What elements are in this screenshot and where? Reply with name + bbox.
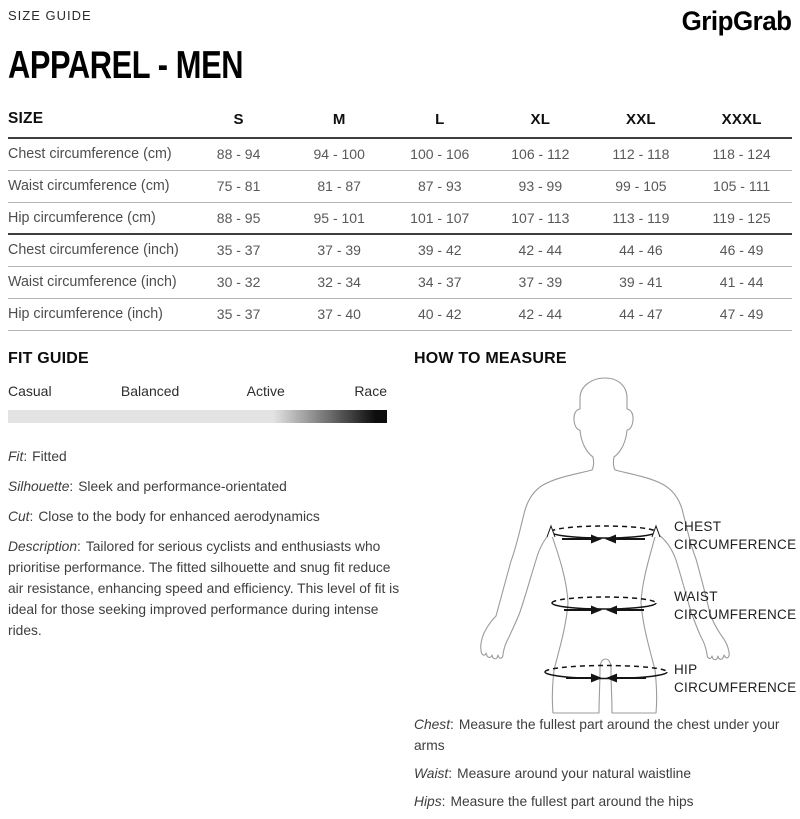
page-title: APPAREL - MEN bbox=[8, 44, 244, 87]
table-cell: 41 - 44 bbox=[691, 266, 792, 298]
table-cell: 99 - 105 bbox=[591, 170, 692, 202]
column-header-xxl: XXL bbox=[591, 104, 692, 138]
measure-instruction-waist: Waist: Measure around your natural waistline bbox=[414, 766, 692, 781]
chest-circumference-label: CHEST bbox=[674, 519, 722, 534]
table-cell: 42 - 44 bbox=[490, 234, 591, 266]
scale-label-balanced: Balanced bbox=[120, 383, 180, 399]
hip-circumference-label: CIRCUMFERENCE bbox=[674, 680, 797, 695]
tape-end-marker bbox=[652, 526, 660, 537]
waist-circumference-label: WAIST bbox=[674, 589, 718, 604]
table-row bbox=[8, 298, 792, 330]
table-cell: 37 - 40 bbox=[289, 298, 390, 330]
table-cell: 34 - 37 bbox=[389, 266, 490, 298]
fit-scale-labels bbox=[8, 383, 387, 401]
row-label: Hip circumference (inch) bbox=[8, 298, 188, 330]
size-table bbox=[8, 104, 792, 331]
table-cell: 39 - 41 bbox=[591, 266, 692, 298]
brand-logo: GripGrab bbox=[682, 6, 792, 36]
table-cell: 88 - 95 bbox=[188, 202, 289, 234]
table-cell: 37 - 39 bbox=[490, 266, 591, 298]
table-cell: 35 - 37 bbox=[188, 298, 289, 330]
table-cell: 44 - 47 bbox=[591, 298, 692, 330]
chest-measure-line bbox=[547, 526, 660, 544]
fit-guide-heading: FIT GUIDE bbox=[8, 350, 89, 367]
row-label: Waist circumference (inch) bbox=[8, 266, 188, 298]
table-row bbox=[8, 202, 792, 234]
table-cell: 94 - 100 bbox=[289, 138, 390, 170]
table-row bbox=[8, 138, 792, 170]
table-cell: 101 - 107 bbox=[389, 202, 490, 234]
table-row bbox=[8, 234, 792, 266]
table-cell: 112 - 118 bbox=[591, 138, 692, 170]
table-cell: 88 - 94 bbox=[188, 138, 289, 170]
body-measurement-diagram bbox=[410, 370, 800, 715]
how-to-measure-heading: HOW TO MEASURE bbox=[414, 350, 567, 367]
table-row bbox=[8, 266, 792, 298]
table-cell: 106 - 112 bbox=[490, 138, 591, 170]
table-cell: 39 - 42 bbox=[389, 234, 490, 266]
fit-attribute-cut: Cut: Close to the body for enhanced aerodynamics bbox=[8, 509, 320, 524]
table-cell: 75 - 81 bbox=[188, 170, 289, 202]
fit-attribute-description: Description: Tailored for serious cyclists and enthusiasts who prioritise performance. The fitted silhouette and snug fit reduce air resistance, enhancing speed and efficiency. This level of fit is ideal for those seeking improved performance during intense rides. bbox=[8, 539, 400, 638]
column-header-l: L bbox=[389, 104, 490, 138]
chest-circumference-label: CIRCUMFERENCE bbox=[674, 537, 797, 552]
column-header-xl: XL bbox=[490, 104, 591, 138]
column-header-m: M bbox=[289, 104, 390, 138]
scale-label-race: Race bbox=[354, 383, 387, 399]
table-cell: 30 - 32 bbox=[188, 266, 289, 298]
table-cell: 93 - 99 bbox=[490, 170, 591, 202]
row-label: Waist circumference (cm) bbox=[8, 170, 188, 202]
table-cell: 32 - 34 bbox=[289, 266, 390, 298]
fit-attributes bbox=[8, 446, 404, 650]
table-cell: 113 - 119 bbox=[591, 202, 692, 234]
table-cell: 107 - 113 bbox=[490, 202, 591, 234]
tape-end-marker bbox=[547, 526, 555, 537]
fit-attribute-fit: Fit: Fitted bbox=[8, 449, 67, 464]
table-cell: 95 - 101 bbox=[289, 202, 390, 234]
size-guide-label: SIZE GUIDE bbox=[8, 8, 92, 23]
measure-instructions bbox=[414, 714, 792, 819]
column-header-xxxl: XXXL bbox=[691, 104, 792, 138]
table-cell: 105 - 111 bbox=[691, 170, 792, 202]
table-cell: 81 - 87 bbox=[289, 170, 390, 202]
table-cell: 35 - 37 bbox=[188, 234, 289, 266]
scale-label-casual: Casual bbox=[8, 383, 52, 399]
column-header-size: SIZE bbox=[8, 104, 188, 138]
hip-measure-line bbox=[545, 666, 667, 683]
table-cell: 40 - 42 bbox=[389, 298, 490, 330]
table-cell: 100 - 106 bbox=[389, 138, 490, 170]
row-label: Hip circumference (cm) bbox=[8, 202, 188, 234]
waist-circumference-label: CIRCUMFERENCE bbox=[674, 607, 797, 622]
table-cell: 119 - 125 bbox=[691, 202, 792, 234]
fit-gradient-bar bbox=[8, 410, 387, 423]
hip-circumference-label: HIP bbox=[674, 662, 698, 677]
measure-instruction-chest: Chest: Measure the fullest part around the chest under your arms bbox=[414, 717, 780, 753]
table-cell: 37 - 39 bbox=[289, 234, 390, 266]
table-header-row bbox=[8, 104, 792, 138]
table-cell: 87 - 93 bbox=[389, 170, 490, 202]
table-cell: 47 - 49 bbox=[691, 298, 792, 330]
row-label: Chest circumference (cm) bbox=[8, 138, 188, 170]
column-header-s: S bbox=[188, 104, 289, 138]
fit-attribute-silhouette: Silhouette: Sleek and performance-orientated bbox=[8, 479, 287, 494]
row-label: Chest circumference (inch) bbox=[8, 234, 188, 266]
scale-label-active: Active bbox=[246, 383, 285, 399]
table-cell: 46 - 49 bbox=[691, 234, 792, 266]
table-cell: 118 - 124 bbox=[691, 138, 792, 170]
measure-instruction-hips: Hips: Measure the fullest part around the hips bbox=[414, 794, 694, 809]
table-cell: 44 - 46 bbox=[591, 234, 692, 266]
table-cell: 42 - 44 bbox=[490, 298, 591, 330]
table-row bbox=[8, 170, 792, 202]
